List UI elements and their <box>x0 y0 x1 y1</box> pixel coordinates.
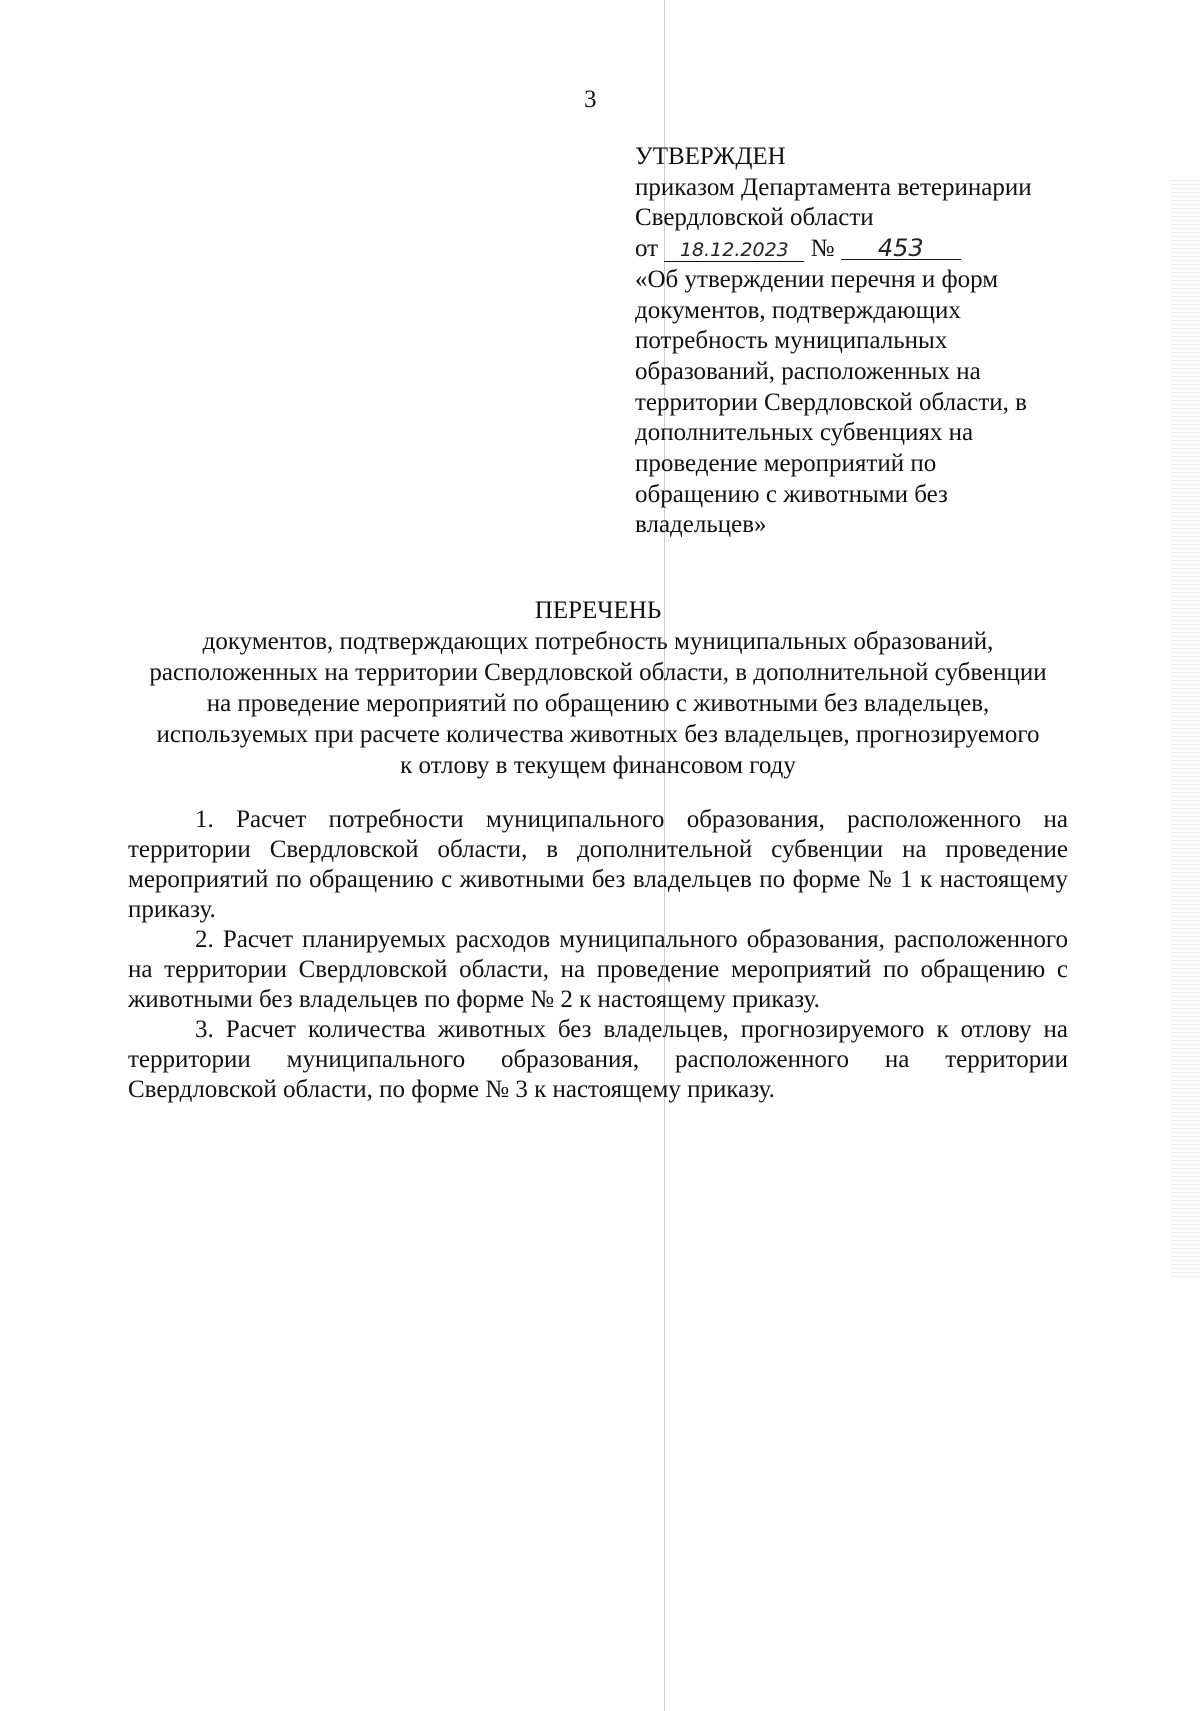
document-body <box>128 805 1068 1105</box>
list-item: 3. Расчет количества животных без владельцев, прогнозируемого к отлову на территории муниципального образования, расположенного на территории Свердловской области, по форме № 3 к настоящему приказу. <box>128 1016 1068 1103</box>
document-title-block <box>128 595 1068 781</box>
document-title: ПЕРЕЧЕНЬ <box>534 597 662 624</box>
order-title: «Об утверждении перечня и форм документов, подтверждающих потребность муниципальных образований, расположенных на территории Свердловской области, в дополнительных субвенциях на проведение мероприятий по обращению с животными без владельцев» <box>635 265 1027 539</box>
list-item: 2. Расчет планируемых расходов муниципального образования, расположенного на территории Свердловской области, на проведение мероприятий по обращению с животными без владельцев по форме № 2 к настоящему приказу. <box>128 926 1068 1013</box>
list-item: 1. Расчет потребности муниципального образования, расположенного на территории Свердловской области, в дополнительной субвенции на проведение мероприятий по обращению с животными без владельцев по форме № 1 к настоящему приказу. <box>128 806 1068 923</box>
scan-edge-noise <box>1170 180 1200 1280</box>
approval-block <box>635 142 1075 541</box>
order-date: 18.12.2023 <box>664 239 804 262</box>
approval-heading: УТВЕРЖДЕН <box>635 143 786 170</box>
approval-date-line <box>635 234 1075 265</box>
number-prefix: № <box>810 235 835 263</box>
order-number: 453 <box>841 237 961 260</box>
approval-line2: Свердловской области <box>635 204 874 232</box>
date-prefix: от <box>635 235 659 263</box>
document-subtitle: документов, подтверждающих потребность муниципальных образований, расположенных на территории Свердловской области, в дополнительной субвенции на проведение мероприятий по обращению с животными без владельцев, используемых при расчете количества животных без владельцев, прогнозируемого к отлову в текущем финансовом году <box>149 628 1047 779</box>
page-number: 3 <box>584 86 597 113</box>
approval-line1: приказом Департамента ветеринарии <box>635 173 1032 201</box>
